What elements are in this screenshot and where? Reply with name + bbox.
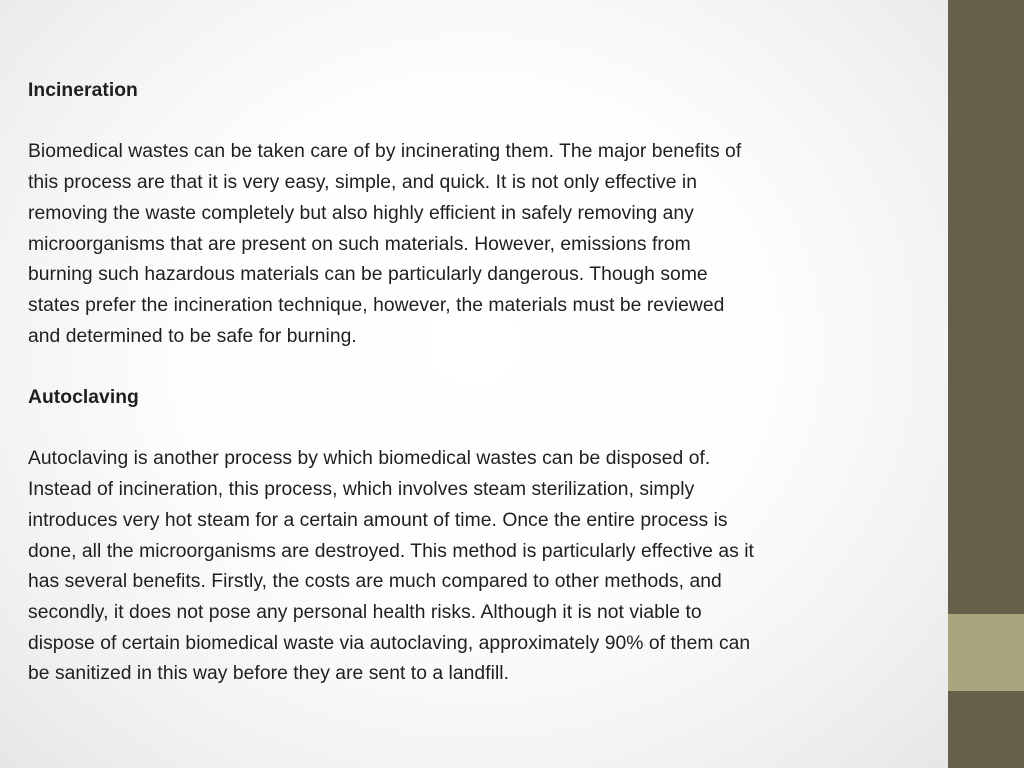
text-line: removing the waste completely but also highly efficient in safely removing any — [28, 202, 694, 224]
text-line: Instead of incineration, this process, which involves steam sterilization, simply — [28, 479, 695, 501]
text-line: dispose of certain biomedical waste via autoclaving, approximately 90% of them can — [28, 632, 751, 654]
slide-content — [28, 76, 928, 690]
text-line: Biomedical wastes can be taken care of by incinerating them. The major benefits of — [28, 141, 742, 163]
text-line: has several benefits. Firstly, the costs are much compared to other methods, and — [28, 571, 722, 593]
spacer — [28, 414, 928, 445]
text-line: Autoclaving is another process by which biomedical wastes can be disposed of. — [28, 448, 711, 470]
text-line: burning such hazardous materials can be particularly dangerous. Though some — [28, 264, 708, 286]
text-line: be sanitized in this way before they are sent to a landfill. — [28, 663, 510, 685]
section-heading-incineration: Incineration — [28, 80, 138, 101]
text-line: introduces very hot steam for a certain amount of time. Once the entire process is — [28, 509, 728, 531]
section-heading-autoclaving: Autoclaving — [28, 387, 139, 408]
spacer — [28, 352, 928, 383]
text-line: done, all the microorganisms are destroyed. This method is particularly effective as it — [28, 540, 754, 562]
paragraph-autoclaving — [28, 444, 928, 690]
spacer — [28, 107, 928, 138]
text-line: this process are that it is very easy, simple, and quick. It is not only effective in — [28, 172, 698, 194]
text-line: and determined to be safe for burning. — [28, 325, 357, 347]
text-line: secondly, it does not pose any personal health risks. Although it is not viable to — [28, 601, 702, 623]
paragraph-incineration — [28, 137, 928, 352]
text-line: states prefer the incineration technique, however, the materials must be reviewed — [28, 294, 725, 316]
text-line: microorganisms that are present on such materials. However, emissions from — [28, 233, 691, 255]
sidebar-accent-block — [948, 614, 1024, 691]
